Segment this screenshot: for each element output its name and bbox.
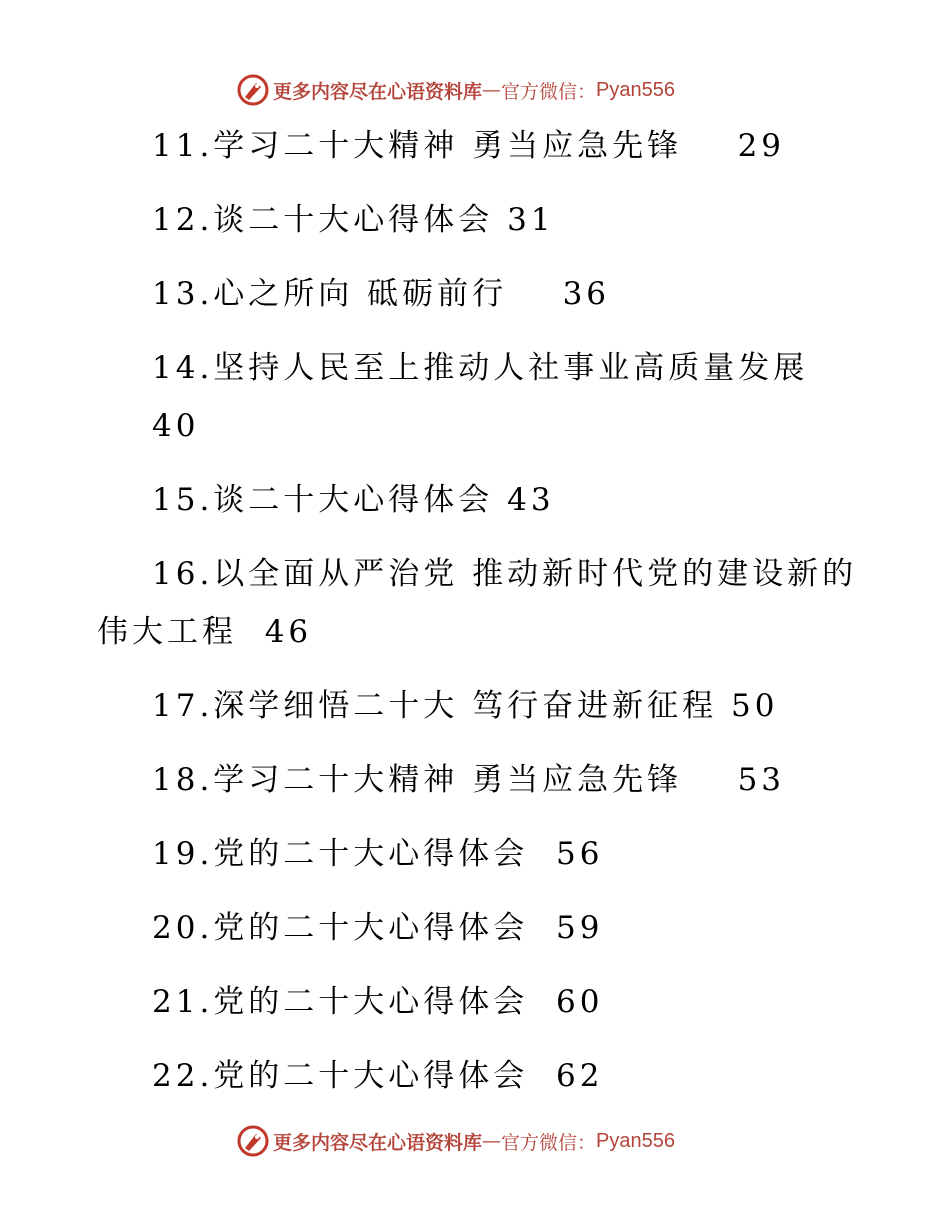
footer-watermark-banner (236, 1124, 675, 1158)
banner-text: 更多内容尽在心语资料库 (273, 1131, 483, 1154)
toc-entry-19 (152, 834, 603, 874)
toc-entry-text: 13.心之所向 砥砺前行 36 (152, 276, 611, 312)
toc-entry-text: 17.深学细悟二十大 笃行奋进新征程 50 (152, 688, 779, 724)
toc-entry-21 (152, 982, 603, 1022)
toc-entry-16 (152, 554, 857, 594)
toc-entry-text: 12.谈二十大心得体会 31 (152, 202, 555, 238)
toc-entry-text: 16.以全面从严治党 推动新时代党的建设新的 (152, 556, 858, 592)
toc-entry-text: 14.坚持人民至上推动人社事业高质量发展 (152, 350, 809, 386)
toc-entry-17 (152, 686, 778, 726)
toc-entry-12 (152, 200, 555, 240)
toc-entry-text: 18.学习二十大精神 勇当应急先锋 53 (152, 762, 786, 798)
toc-entry-14-continued (152, 406, 199, 446)
header-watermark-banner (236, 73, 675, 107)
toc-entry-16-continued (97, 612, 312, 652)
toc-entry-20 (152, 908, 603, 948)
toc-entry-14 (152, 348, 808, 388)
toc-entry-22 (152, 1056, 603, 1096)
banner-wechat-label: 官方微信： (501, 1131, 597, 1154)
toc-entry-15 (152, 480, 555, 520)
banner-wechat-label: 官方微信： (501, 80, 597, 103)
toc-entry-text: 11.学习二十大精神 勇当应急先锋 29 (152, 128, 786, 164)
toc-entry-text: 40 (152, 408, 200, 444)
toc-entry-text: 伟大工程 46 (97, 614, 313, 650)
banner-dash: — (482, 1130, 502, 1152)
pen-nib-logo-icon (236, 1124, 270, 1158)
banner-text: 更多内容尽在心语资料库 (273, 80, 483, 103)
toc-entry-text: 20.党的二十大心得体会 59 (152, 910, 604, 946)
toc-entry-13 (152, 274, 610, 314)
banner-dash: — (482, 79, 502, 101)
toc-entry-text: 21.党的二十大心得体会 60 (152, 984, 604, 1020)
toc-entry-text: 15.谈二十大心得体会 43 (152, 482, 555, 518)
banner-wechat-id: Pyan556 (596, 1129, 675, 1152)
toc-entry-11 (152, 126, 785, 166)
toc-entry-text: 22.党的二十大心得体会 62 (152, 1058, 604, 1094)
toc-entry-18 (152, 760, 785, 800)
toc-entry-text: 19.党的二十大心得体会 56 (152, 836, 604, 872)
pen-nib-logo-icon (236, 73, 270, 107)
banner-wechat-id: Pyan556 (596, 78, 675, 101)
